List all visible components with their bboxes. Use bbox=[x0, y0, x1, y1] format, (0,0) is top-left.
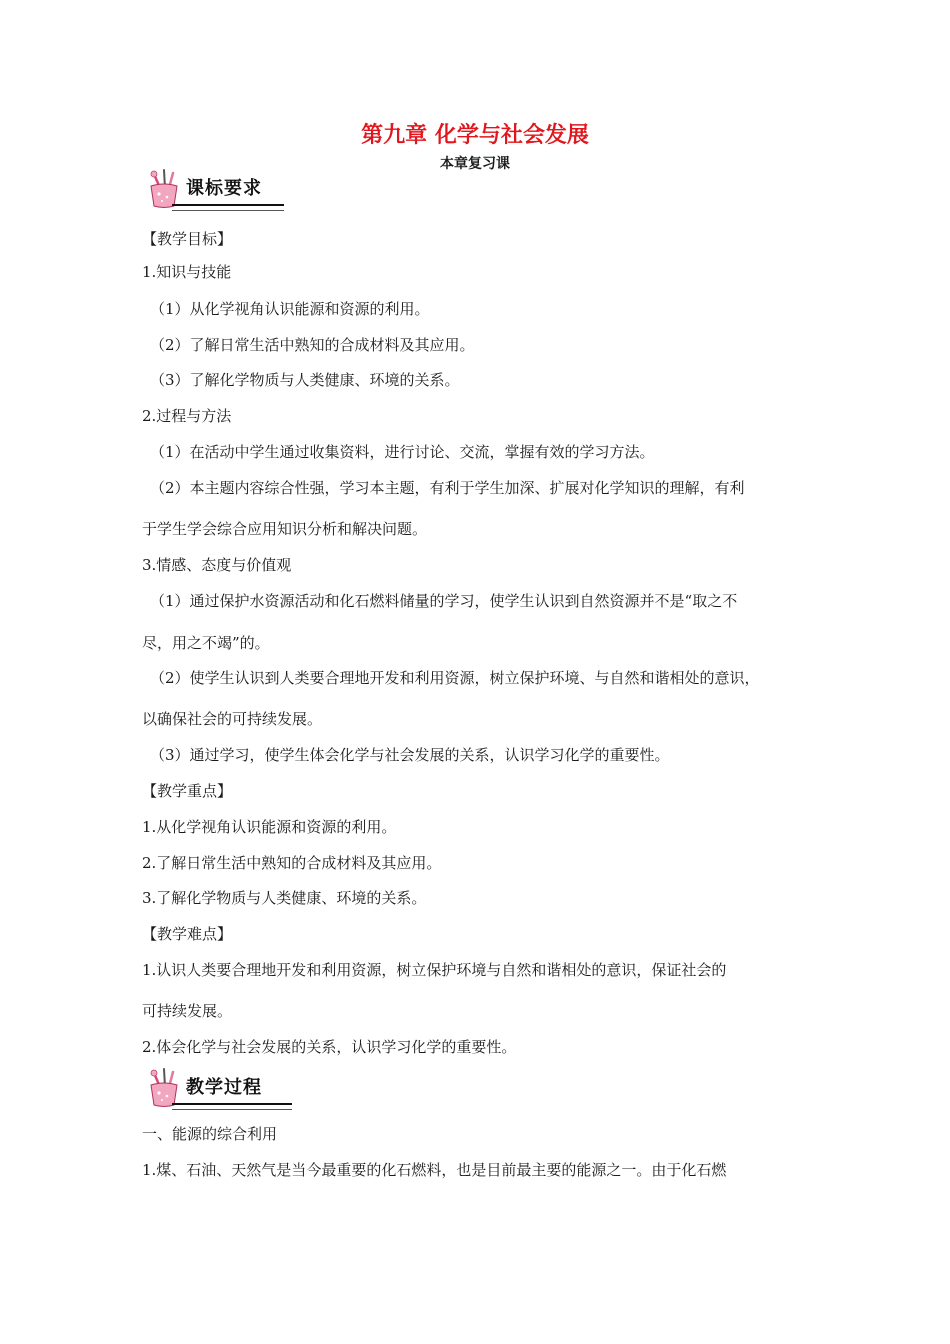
process-banner-label: 教学过程 bbox=[186, 1077, 262, 1098]
curriculum-banner-label: 课标要求 bbox=[186, 178, 262, 199]
text-line: 3.了解化学物质与人类健康、环境的关系。 bbox=[142, 889, 427, 907]
process-banner bbox=[142, 1065, 296, 1111]
text-line: （3）通过学习，使学生体会化学与社会发展的关系，认识学习化学的重要性。 bbox=[150, 746, 670, 764]
text-line: 以确保社会的可持续发展。 bbox=[142, 710, 323, 728]
text-line: （1）在活动中学生通过收集资料，进行讨论、交流，掌握有效的学习方法。 bbox=[150, 443, 655, 461]
text-line: 2.体会化学与社会发展的关系，认识学习化学的重要性。 bbox=[142, 1038, 517, 1056]
text-line: 尽，用之不竭”的。 bbox=[142, 634, 270, 652]
banner-underline bbox=[172, 1103, 292, 1110]
text-line: 1.知识与技能 bbox=[142, 263, 232, 281]
curriculum-banner bbox=[142, 166, 288, 212]
text-line: 1.从化学视角认识能源和资源的利用。 bbox=[142, 818, 397, 836]
banner-underline bbox=[172, 204, 284, 211]
text-line: （2）了解日常生活中熟知的合成材料及其应用。 bbox=[150, 336, 475, 354]
text-line: （1）通过保护水资源活动和化石燃料储量的学习，使学生认识到自然资源并不是“取之不 bbox=[150, 592, 738, 610]
section-heading: 【教学目标】 bbox=[142, 230, 233, 248]
chapter-title: 第九章 化学与社会发展 bbox=[361, 123, 589, 148]
text-line: （2）本主题内容综合性强，学习本主题，有利于学生加深、扩展对化学知识的理解，有利 bbox=[150, 479, 745, 497]
text-line: 于学生学会综合应用知识分析和解决问题。 bbox=[142, 520, 428, 538]
text-line: （1）从化学视角认识能源和资源的利用。 bbox=[150, 300, 430, 318]
chapter-subtitle: 本章复习课 bbox=[440, 156, 510, 172]
text-line: 3.情感、态度与价值观 bbox=[142, 556, 292, 574]
text-line: 2.了解日常生活中熟知的合成材料及其应用。 bbox=[142, 854, 442, 872]
text-line: 1.煤、石油、天然气是当今最重要的化石燃料，也是目前最主要的能源之一。由于化石燃 bbox=[142, 1161, 727, 1179]
section-heading: 【教学难点】 bbox=[142, 925, 233, 943]
text-line: 1.认识人类要合理地开发和利用资源，树立保护环境与自然和谐相处的意识，保证社会的 bbox=[142, 961, 727, 979]
section-heading: 【教学重点】 bbox=[142, 782, 233, 800]
text-line: （2）使学生认识到人类要合理地开发和利用资源，树立保护环境、与自然和谐相处的意识， bbox=[150, 669, 760, 687]
section-heading: 一、能源的综合利用 bbox=[142, 1125, 278, 1143]
text-line: （3）了解化学物质与人类健康、环境的关系。 bbox=[150, 371, 460, 389]
text-line: 可持续发展。 bbox=[142, 1002, 233, 1020]
text-line: 2.过程与方法 bbox=[142, 407, 232, 425]
